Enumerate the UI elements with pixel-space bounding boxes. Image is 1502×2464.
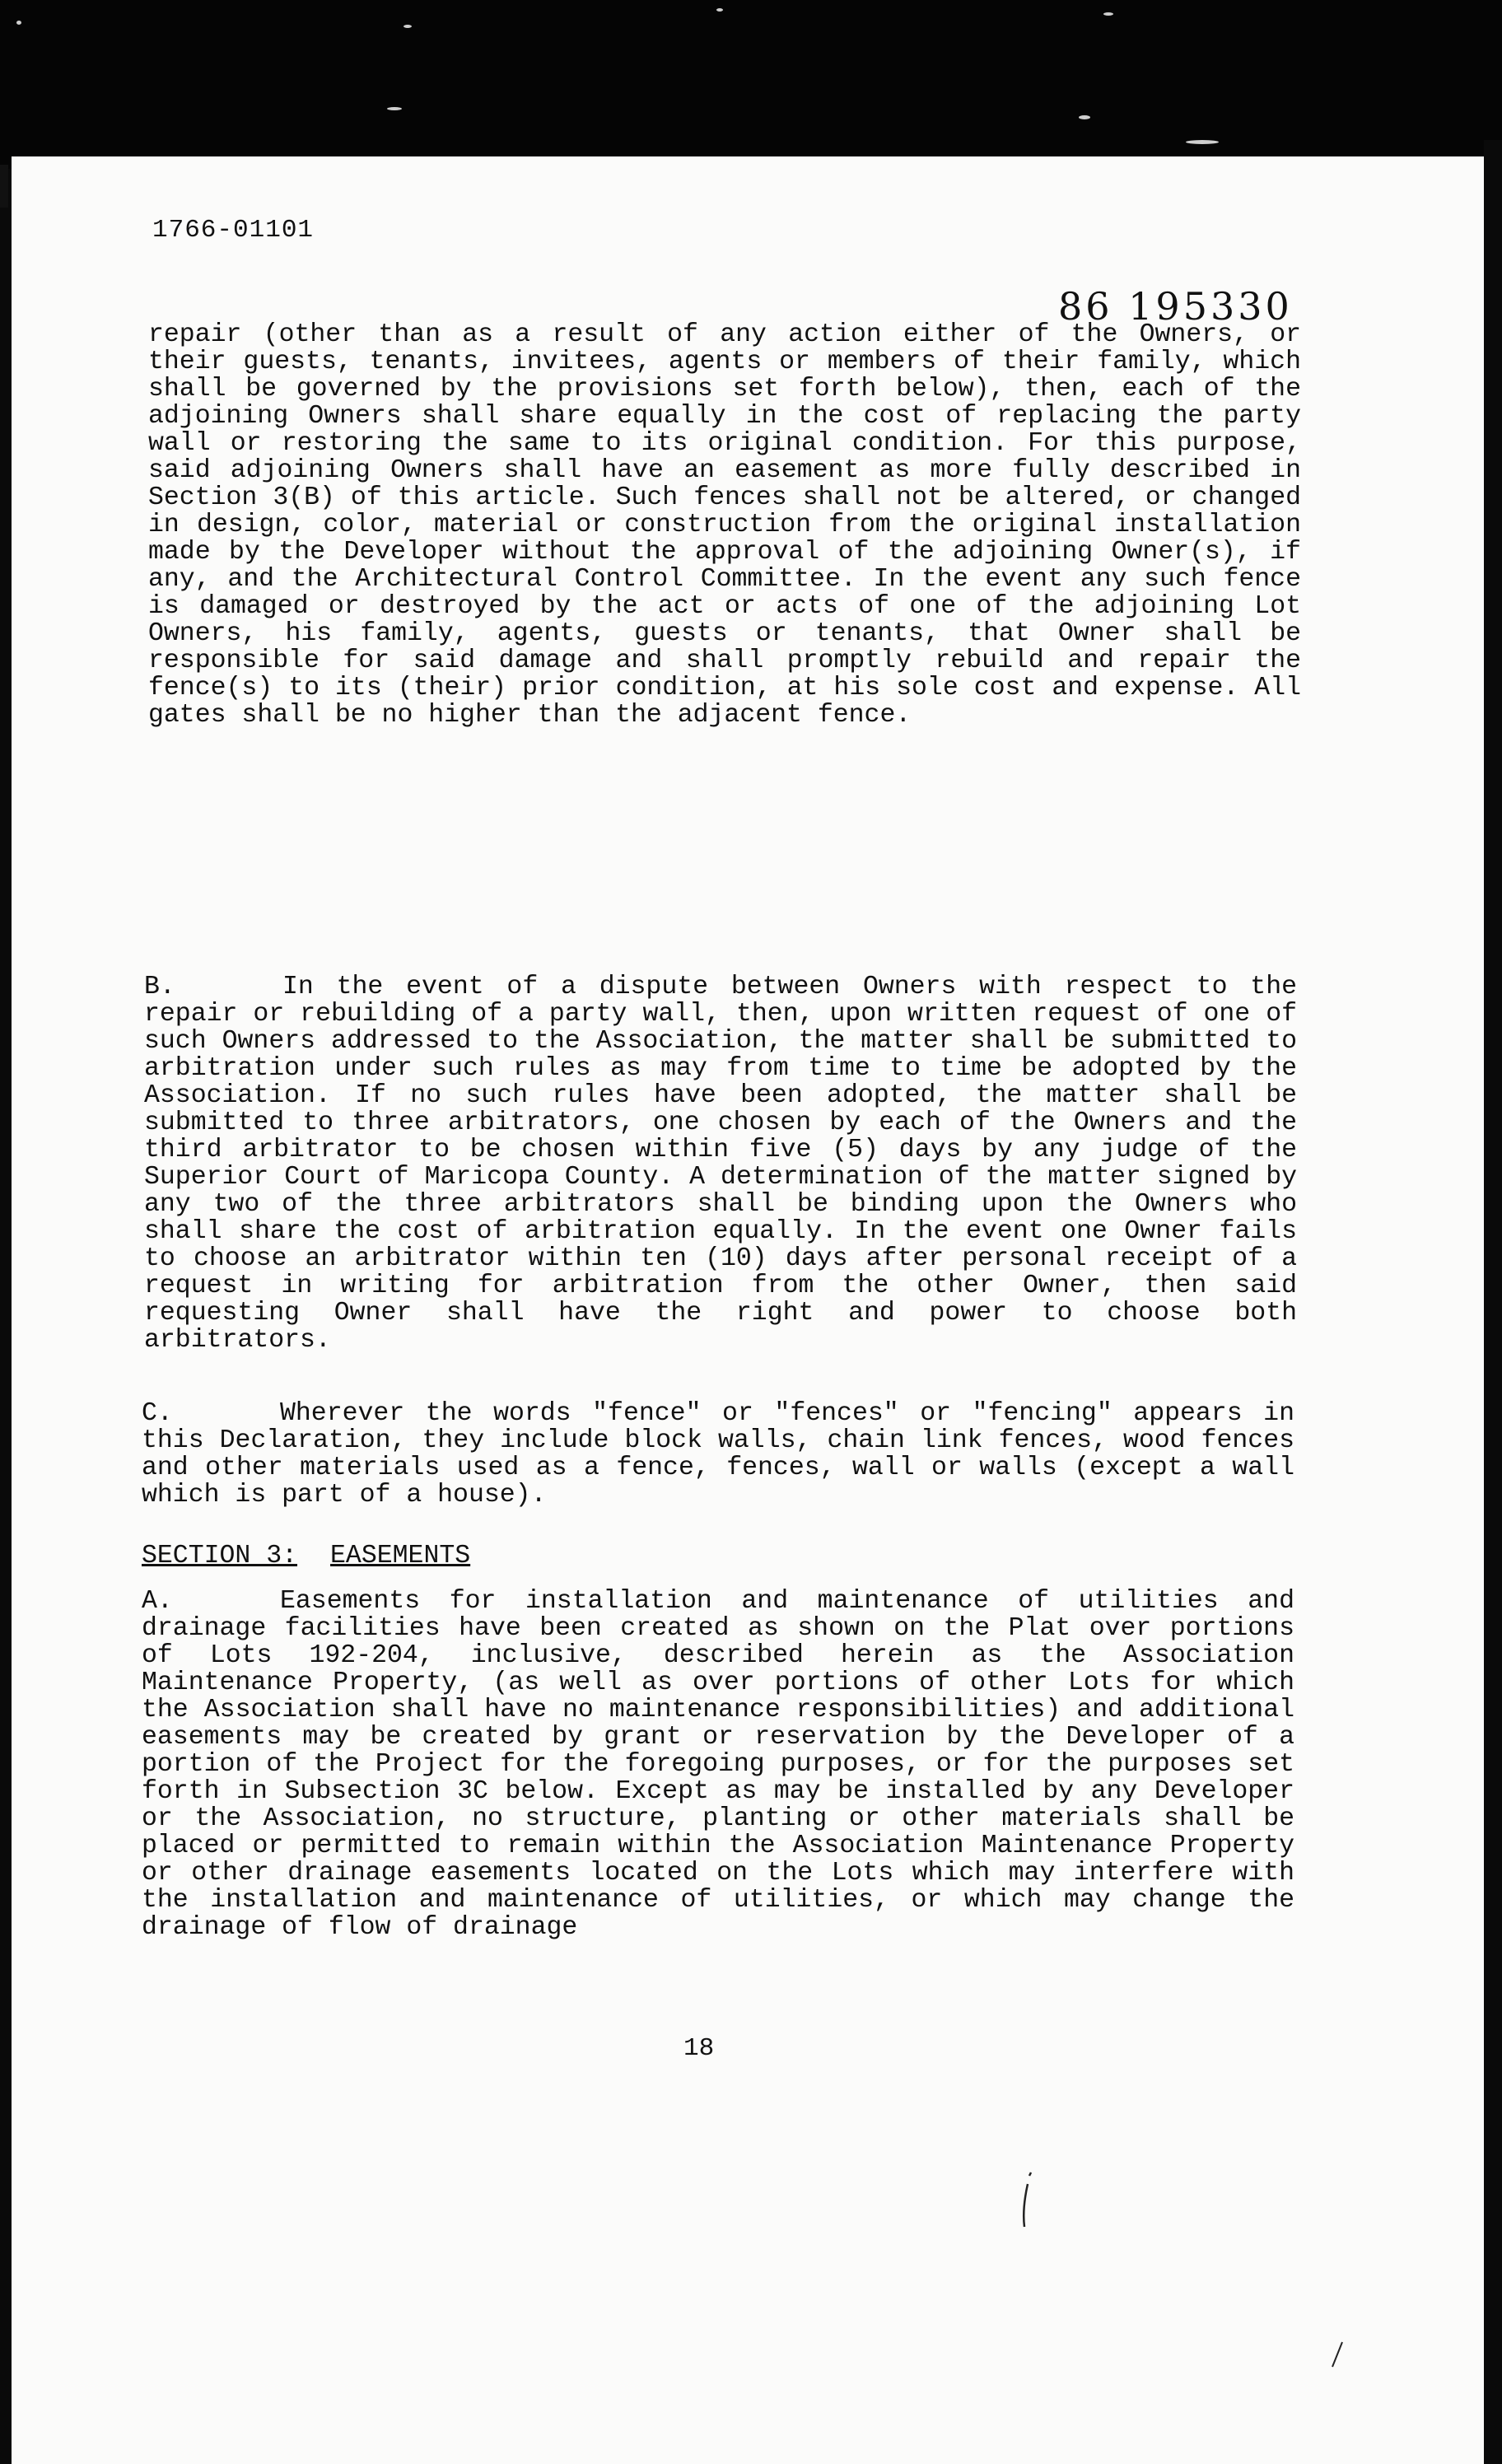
paragraph-label: A.	[142, 1587, 173, 1616]
scan-speck	[16, 21, 21, 25]
scan-margin-mark	[0, 165, 8, 208]
paragraph-a-easements	[142, 1588, 1294, 1941]
paragraph-c-fence-definition	[142, 1400, 1294, 1509]
scan-left-border	[0, 169, 12, 2464]
scan-right-border	[1484, 140, 1502, 2464]
section-heading	[142, 1542, 470, 1570]
scan-speck	[387, 107, 402, 110]
section-label: SECTION 3:	[142, 1542, 298, 1570]
document-id: 1766-01101	[152, 216, 315, 245]
paragraph-label: C.	[142, 1399, 173, 1428]
section-title: EASEMENTS	[330, 1542, 471, 1570]
scan-speck	[1079, 115, 1090, 119]
scan-speck	[1103, 12, 1113, 16]
handwritten-mark-icon	[1013, 2166, 1046, 2232]
recording-number: 86 195330	[1058, 284, 1293, 329]
paragraph-text: Wherever the words "fence" or "fences" or "fencing" appears in this Declaration, they include block walls, chain link fences, wood fences and other materials used as a fence, fences, wall or walls (except a wall which is part of a house).	[142, 1399, 1294, 1510]
pen-stroke-icon	[1326, 2339, 1350, 2372]
paragraph-text: In the event of a dispute between Owners with respect to the repair or rebuilding of a party wall, then, upon written request of one of such Owners addressed to the Association, the matter shall be submitted to arbitration under such rules as may from time to time be adopted by the Association. If no such rules have been adopted, the matter shall be submitted to three arbitrators, one chosen by each of the Owners and the third arbitrator to be chosen within five (5) days by any judge of the Superior Court of Maricopa County. A determination of the matter signed by any two of the three arbitrators shall be binding upon the Owners who shall share the cost of arbitration equally. In the event one Owner fails to choose an arbitrator within ten (10) days after personal receipt of a request in writing for arbitration from the other Owner, then said requesting Owner shall have the right and power to choose both arbitrators.	[144, 973, 1297, 1355]
paragraph-text: Easements for installation and maintenance of utilities and drainage facilities have been created as shown on the Plat over portions of Lots 192-204, inclusive, described herein as the Association Maintenance Property, (as well as over portions of other Lots for which the Association shall have no maintenance responsibilities) and additional easements may be created by grant or reservation by the Developer of a portion of the Project for the foregoing purposes, or for the purposes set forth in Subsection 3C below. Except as may be installed by any Developer or the Association, no structure, planting or other materials shall be placed or permitted to remain within the Association Maintenance Property or other drainage easements located on the Lots which may interfere with the installation and maintenance of utilities, or which may change the drainage of flow of drainage	[142, 1587, 1294, 1942]
page-number: 18	[683, 2034, 715, 2063]
scan-speck	[403, 25, 412, 28]
scan-top-border	[0, 0, 1502, 169]
paragraph-label: B.	[144, 973, 175, 1001]
paragraph-b-dispute	[144, 973, 1297, 1354]
paragraph-party-wall-repair: repair (other than as a result of any action either of the Owners, or their guests, tenants, invitees, agents or members of their family, which shall be governed by the provisions set forth below), then, each of the adjoining Owners shall share equally in the cost of replacing the party wall or restoring the same to its original condition. For this purpose, said adjoining Owners shall have an easement as more fully described in Section 3(B) of this article. Such fences shall not be altered, or changed in design, color, material or construction from the original installation made by the Developer without the approval of the adjoining Owner(s), if any, and the Architectural Control Committee. In the event any such fence is damaged or destroyed by the act or acts of one of the adjoining Lot Owners, his family, agents, guests or tenants, that Owner shall be responsible for said damage and shall promptly rebuild and repair the fence(s) to its (their) prior condition, at his sole cost and expense. All gates shall be no higher than the adjacent fence.	[148, 320, 1301, 730]
scan-speck	[716, 8, 723, 12]
scan-speck	[1186, 140, 1219, 144]
